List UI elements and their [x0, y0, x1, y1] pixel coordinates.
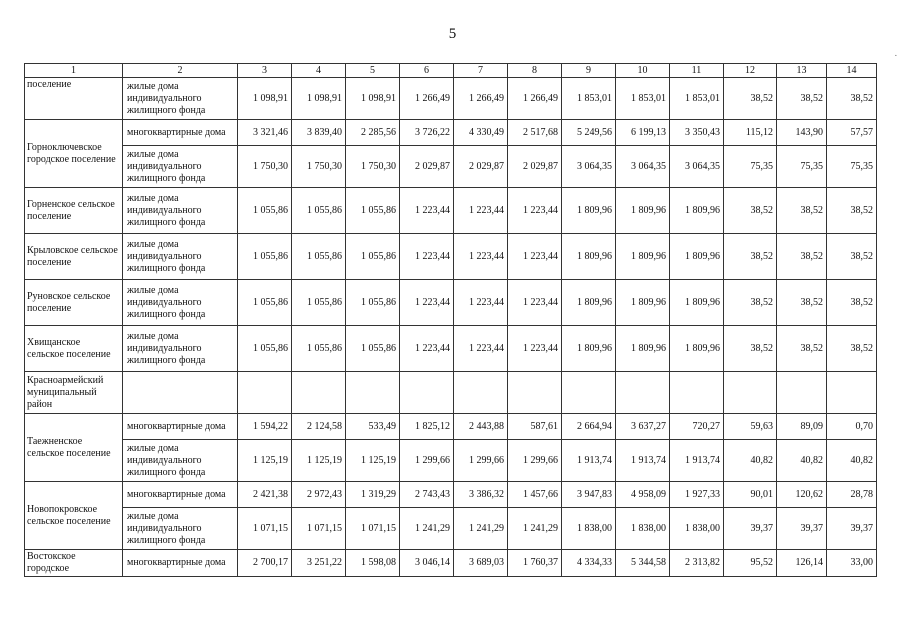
value-cell: 1 598,08 — [346, 550, 400, 577]
municipality-cell: Руновское сельское поселение — [25, 280, 123, 326]
table-row — [25, 280, 877, 326]
value-cell: 143,90 — [777, 120, 827, 146]
municipality-cell: Горненское сельское поселение — [25, 188, 123, 234]
value-cell: 1 223,44 — [508, 188, 562, 234]
value-cell: 1 055,86 — [292, 234, 346, 280]
value-cell — [454, 372, 508, 414]
table-row — [25, 372, 877, 414]
value-cell: 533,49 — [346, 414, 400, 440]
value-cell: 1 055,86 — [238, 280, 292, 326]
value-cell: 2 124,58 — [292, 414, 346, 440]
value-cell: 1 750,30 — [346, 146, 400, 188]
column-header: 10 — [616, 64, 670, 78]
value-cell: 1 853,01 — [670, 78, 724, 120]
value-cell: 40,82 — [827, 440, 877, 482]
value-cell: 1 125,19 — [238, 440, 292, 482]
housing-type-cell: жилые дома индивидуального жилищного фонда — [123, 188, 238, 234]
value-cell — [238, 372, 292, 414]
value-cell: 1 241,29 — [400, 508, 454, 550]
column-header: 11 — [670, 64, 724, 78]
value-cell: 1 809,96 — [562, 234, 616, 280]
value-cell: 3 064,35 — [562, 146, 616, 188]
value-cell: 1 913,74 — [616, 440, 670, 482]
value-cell: 38,52 — [827, 280, 877, 326]
value-cell: 0,70 — [827, 414, 877, 440]
value-cell: 1 838,00 — [562, 508, 616, 550]
value-cell: 1 457,66 — [508, 482, 562, 508]
value-cell: 1 760,37 — [508, 550, 562, 577]
municipality-cell: Крыловское сельское поселение — [25, 234, 123, 280]
value-cell: 1 241,29 — [508, 508, 562, 550]
housing-type-cell: жилые дома индивидуального жилищного фонда — [123, 326, 238, 372]
page-number: 5 — [448, 26, 457, 42]
value-cell: 1 750,30 — [238, 146, 292, 188]
value-cell: 75,35 — [724, 146, 777, 188]
value-cell: 4 330,49 — [454, 120, 508, 146]
value-cell: 3 064,35 — [670, 146, 724, 188]
corner-mark: . — [894, 48, 897, 58]
column-header: 13 — [777, 64, 827, 78]
table-row — [25, 146, 877, 188]
value-cell: 1 241,29 — [454, 508, 508, 550]
value-cell: 39,37 — [724, 508, 777, 550]
housing-type-cell: жилые дома индивидуального жилищного фонда — [123, 146, 238, 188]
value-cell: 1 098,91 — [346, 78, 400, 120]
value-cell: 2 664,94 — [562, 414, 616, 440]
value-cell — [562, 372, 616, 414]
value-cell: 39,37 — [777, 508, 827, 550]
value-cell: 1 809,96 — [562, 280, 616, 326]
value-cell: 1 809,96 — [670, 234, 724, 280]
housing-type-cell: многоквартирные дома — [123, 414, 238, 440]
value-cell: 90,01 — [724, 482, 777, 508]
value-cell: 2 443,88 — [454, 414, 508, 440]
housing-type-cell: жилые дома индивидуального жилищного фонда — [123, 234, 238, 280]
municipality-cell: Востокское городское — [25, 550, 123, 577]
municipality-cell: Хвищанское сельское поселение — [25, 326, 123, 372]
value-cell: 1 319,29 — [346, 482, 400, 508]
value-cell: 95,52 — [724, 550, 777, 577]
value-cell: 1 809,96 — [562, 188, 616, 234]
value-cell: 1 055,86 — [292, 188, 346, 234]
value-cell: 587,61 — [508, 414, 562, 440]
value-cell: 2 029,87 — [400, 146, 454, 188]
value-cell: 3 064,35 — [616, 146, 670, 188]
value-cell: 2 421,38 — [238, 482, 292, 508]
value-cell: 1 809,96 — [670, 188, 724, 234]
tariff-table — [24, 63, 877, 577]
municipality-cell: Горноключевское городское поселение — [25, 120, 123, 188]
value-cell: 38,52 — [724, 188, 777, 234]
column-header: 1 — [25, 64, 123, 78]
value-cell: 4 958,09 — [616, 482, 670, 508]
value-cell: 1 809,96 — [616, 326, 670, 372]
value-cell: 1 913,74 — [562, 440, 616, 482]
header-row — [25, 64, 877, 78]
value-cell: 28,78 — [827, 482, 877, 508]
value-cell — [670, 372, 724, 414]
table-row — [25, 188, 877, 234]
value-cell: 1 266,49 — [508, 78, 562, 120]
value-cell — [346, 372, 400, 414]
value-cell: 1 299,66 — [454, 440, 508, 482]
table-row — [25, 440, 877, 482]
value-cell: 3 947,83 — [562, 482, 616, 508]
value-cell: 1 838,00 — [616, 508, 670, 550]
table-row — [25, 414, 877, 440]
value-cell: 75,35 — [777, 146, 827, 188]
value-cell: 89,09 — [777, 414, 827, 440]
value-cell — [400, 372, 454, 414]
value-cell: 1 125,19 — [292, 440, 346, 482]
value-cell: 38,52 — [724, 326, 777, 372]
value-cell: 3 726,22 — [400, 120, 454, 146]
value-cell: 38,52 — [724, 234, 777, 280]
value-cell: 1 750,30 — [292, 146, 346, 188]
housing-type-cell: многоквартирные дома — [123, 120, 238, 146]
value-cell: 126,14 — [777, 550, 827, 577]
value-cell: 3 386,32 — [454, 482, 508, 508]
value-cell: 57,57 — [827, 120, 877, 146]
column-header: 6 — [400, 64, 454, 78]
value-cell: 75,35 — [827, 146, 877, 188]
value-cell: 33,00 — [827, 550, 877, 577]
value-cell — [616, 372, 670, 414]
value-cell: 3 839,40 — [292, 120, 346, 146]
column-header: 4 — [292, 64, 346, 78]
value-cell: 1 223,44 — [508, 280, 562, 326]
value-cell: 1 223,44 — [508, 234, 562, 280]
value-cell: 1 809,96 — [616, 188, 670, 234]
table-row — [25, 234, 877, 280]
value-cell: 120,62 — [777, 482, 827, 508]
housing-type-cell: многоквартирные дома — [123, 550, 238, 577]
value-cell: 720,27 — [670, 414, 724, 440]
value-cell: 1 825,12 — [400, 414, 454, 440]
value-cell: 1 223,44 — [400, 280, 454, 326]
value-cell: 40,82 — [777, 440, 827, 482]
value-cell — [724, 372, 777, 414]
value-cell: 1 055,86 — [346, 326, 400, 372]
value-cell: 1 223,44 — [454, 280, 508, 326]
value-cell: 1 055,86 — [346, 188, 400, 234]
column-header: 5 — [346, 64, 400, 78]
value-cell — [827, 372, 877, 414]
value-cell: 1 809,96 — [670, 280, 724, 326]
value-cell: 1 055,86 — [346, 234, 400, 280]
municipality-cell: поселение — [25, 78, 123, 120]
value-cell — [508, 372, 562, 414]
value-cell: 1 223,44 — [400, 234, 454, 280]
value-cell: 3 350,43 — [670, 120, 724, 146]
value-cell: 1 927,33 — [670, 482, 724, 508]
value-cell: 3 689,03 — [454, 550, 508, 577]
value-cell — [777, 372, 827, 414]
value-cell: 5 344,58 — [616, 550, 670, 577]
value-cell — [292, 372, 346, 414]
value-cell: 1 809,96 — [616, 234, 670, 280]
value-cell: 1 098,91 — [238, 78, 292, 120]
value-cell: 1 071,15 — [238, 508, 292, 550]
value-cell: 1 223,44 — [400, 326, 454, 372]
value-cell: 3 321,46 — [238, 120, 292, 146]
municipality-cell: Красноармейский муниципальный район — [25, 372, 123, 414]
value-cell: 38,52 — [777, 78, 827, 120]
value-cell: 1 098,91 — [292, 78, 346, 120]
housing-type-cell: многоквартирные дома — [123, 482, 238, 508]
value-cell: 38,52 — [724, 78, 777, 120]
value-cell: 1 594,22 — [238, 414, 292, 440]
value-cell: 1 299,66 — [508, 440, 562, 482]
value-cell: 115,12 — [724, 120, 777, 146]
housing-type-cell: жилые дома индивидуального жилищного фонда — [123, 440, 238, 482]
value-cell: 1 809,96 — [562, 326, 616, 372]
value-cell: 38,52 — [777, 188, 827, 234]
value-cell: 3 637,27 — [616, 414, 670, 440]
value-cell: 1 223,44 — [454, 234, 508, 280]
value-cell: 40,82 — [724, 440, 777, 482]
value-cell: 1 071,15 — [292, 508, 346, 550]
value-cell: 1 853,01 — [562, 78, 616, 120]
column-header: 3 — [238, 64, 292, 78]
value-cell: 1 055,86 — [346, 280, 400, 326]
value-cell: 2 029,87 — [454, 146, 508, 188]
value-cell: 2 285,56 — [346, 120, 400, 146]
value-cell: 1 809,96 — [670, 326, 724, 372]
column-header: 7 — [454, 64, 508, 78]
value-cell: 2 517,68 — [508, 120, 562, 146]
housing-type-cell — [123, 372, 238, 414]
table-row — [25, 326, 877, 372]
table-row — [25, 550, 877, 577]
value-cell: 2 313,82 — [670, 550, 724, 577]
column-header: 14 — [827, 64, 877, 78]
value-cell: 6 199,13 — [616, 120, 670, 146]
value-cell: 1 266,49 — [400, 78, 454, 120]
value-cell: 2 700,17 — [238, 550, 292, 577]
value-cell: 1 223,44 — [454, 326, 508, 372]
table-row — [25, 120, 877, 146]
value-cell: 1 223,44 — [454, 188, 508, 234]
value-cell: 1 055,86 — [292, 326, 346, 372]
value-cell: 1 913,74 — [670, 440, 724, 482]
value-cell: 38,52 — [827, 234, 877, 280]
value-cell: 38,52 — [827, 188, 877, 234]
value-cell: 38,52 — [827, 326, 877, 372]
table-row — [25, 78, 877, 120]
value-cell: 1 055,86 — [238, 326, 292, 372]
value-cell: 38,52 — [724, 280, 777, 326]
table-row — [25, 482, 877, 508]
value-cell: 1 125,19 — [346, 440, 400, 482]
value-cell: 1 055,86 — [238, 234, 292, 280]
value-cell: 1 838,00 — [670, 508, 724, 550]
value-cell: 1 223,44 — [400, 188, 454, 234]
value-cell: 1 809,96 — [616, 280, 670, 326]
value-cell: 1 299,66 — [400, 440, 454, 482]
value-cell: 1 055,86 — [238, 188, 292, 234]
value-cell: 38,52 — [777, 326, 827, 372]
municipality-cell: Новопокровское сельское поселение — [25, 482, 123, 550]
housing-type-cell: жилые дома индивидуального жилищного фонда — [123, 78, 238, 120]
value-cell: 5 249,56 — [562, 120, 616, 146]
value-cell: 3 251,22 — [292, 550, 346, 577]
value-cell: 3 046,14 — [400, 550, 454, 577]
value-cell: 38,52 — [777, 234, 827, 280]
value-cell: 2 743,43 — [400, 482, 454, 508]
column-header: 12 — [724, 64, 777, 78]
value-cell: 59,63 — [724, 414, 777, 440]
value-cell: 39,37 — [827, 508, 877, 550]
value-cell: 4 334,33 — [562, 550, 616, 577]
value-cell: 2 029,87 — [508, 146, 562, 188]
value-cell: 38,52 — [827, 78, 877, 120]
value-cell: 38,52 — [777, 280, 827, 326]
value-cell: 1 223,44 — [508, 326, 562, 372]
table-row — [25, 508, 877, 550]
municipality-cell: Таежненское сельское поселение — [25, 414, 123, 482]
housing-type-cell: жилые дома индивидуального жилищного фонда — [123, 508, 238, 550]
housing-type-cell: жилые дома индивидуального жилищного фонда — [123, 280, 238, 326]
table-body — [25, 64, 877, 577]
value-cell: 1 055,86 — [292, 280, 346, 326]
column-header: 8 — [508, 64, 562, 78]
value-cell: 1 071,15 — [346, 508, 400, 550]
value-cell: 2 972,43 — [292, 482, 346, 508]
column-header: 2 — [123, 64, 238, 78]
value-cell: 1 853,01 — [616, 78, 670, 120]
value-cell: 1 266,49 — [454, 78, 508, 120]
column-header: 9 — [562, 64, 616, 78]
